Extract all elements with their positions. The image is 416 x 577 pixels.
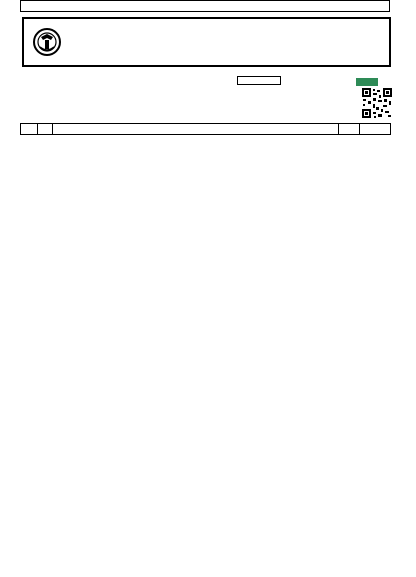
november-schedule-table bbox=[20, 123, 391, 135]
header-box bbox=[22, 17, 391, 67]
search-button bbox=[356, 78, 378, 86]
header-club bbox=[360, 124, 391, 135]
december-plans-title bbox=[21, 1, 389, 11]
qr-code-icon bbox=[361, 87, 393, 119]
december-plans-box bbox=[20, 0, 390, 12]
header-lunch bbox=[339, 124, 360, 135]
header-weekday bbox=[38, 124, 53, 135]
table-header-row bbox=[21, 124, 391, 135]
header-day bbox=[21, 124, 38, 135]
header-events bbox=[53, 124, 339, 135]
search-keyword-box bbox=[237, 76, 281, 85]
school-emblem-icon bbox=[32, 27, 62, 57]
